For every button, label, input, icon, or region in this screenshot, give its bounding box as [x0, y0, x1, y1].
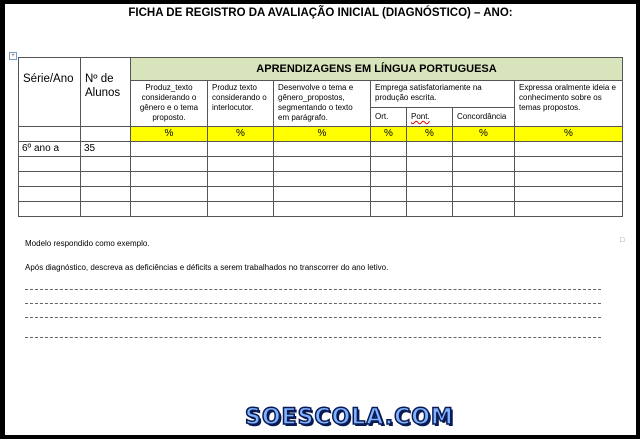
percent-cell[interactable]: % — [131, 127, 208, 142]
criterion-2: Produz texto considerando o interlocutor. — [208, 81, 274, 127]
writing-line[interactable] — [25, 317, 601, 318]
sub-criterion-pont-label: Pont. — [411, 112, 430, 121]
percent-cell[interactable]: % — [515, 127, 623, 142]
table-row — [19, 202, 623, 217]
criterion-3: Desenvolve o tema e gênero_propostos, segmentando o texto em parágrafo. — [274, 81, 371, 127]
table-row — [19, 157, 623, 172]
table-row — [19, 172, 623, 187]
writing-line[interactable] — [25, 337, 601, 338]
criterion-1: Produz_texto considerando o gênero e o tema proposto. — [131, 81, 208, 127]
writing-line[interactable] — [25, 289, 601, 290]
watermark-logo: SOESCOLA.COM — [245, 405, 454, 430]
sub-criterion-ort: Ort. — [371, 108, 407, 127]
percent-cell[interactable]: % — [371, 127, 407, 142]
assessment-table — [18, 57, 623, 217]
group-header: APRENDIZAGENS EM LÍNGUA PORTUGUESA — [131, 58, 623, 81]
percent-cell[interactable]: % — [453, 127, 515, 142]
table-row — [19, 142, 623, 157]
page-title: FICHA DE REGISTRO DA AVALIAÇÃO INICIAL (DIAGNÓSTICO) – ANO: — [128, 7, 513, 19]
writing-line[interactable] — [25, 303, 601, 304]
serie-header: Série/Ano — [19, 58, 81, 127]
document-page — [5, 4, 636, 435]
percent-cell[interactable]: % — [407, 127, 453, 142]
example-note: Modelo respondido como exemplo. — [25, 239, 150, 248]
empty-cell[interactable] — [19, 127, 81, 142]
percent-cell[interactable]: % — [208, 127, 274, 142]
table-resize-handle[interactable]: □ — [620, 237, 625, 244]
serie-cell[interactable]: 6º ano a — [19, 142, 81, 157]
alunos-header: Nº de Alunos — [81, 58, 131, 127]
alunos-cell[interactable]: 35 — [81, 142, 131, 157]
criterion-5: Expressa oralmente ideia e conhecimento sobre os temas propostos. — [515, 81, 623, 127]
empty-cell[interactable] — [81, 127, 131, 142]
table-row — [19, 187, 623, 202]
instruction-text: Após diagnóstico, descreva as deficiências e déficits a serem trabalhados no transcorrer do ano letivo. — [25, 263, 389, 272]
sub-criterion-pont — [407, 108, 453, 127]
percent-cell[interactable]: % — [274, 127, 371, 142]
table-move-handle[interactable]: + — [9, 52, 17, 60]
criterion-4: Emprega satisfatoriamente na produção escrita. — [371, 81, 515, 108]
sub-criterion-concordancia: Concordância — [453, 108, 515, 127]
